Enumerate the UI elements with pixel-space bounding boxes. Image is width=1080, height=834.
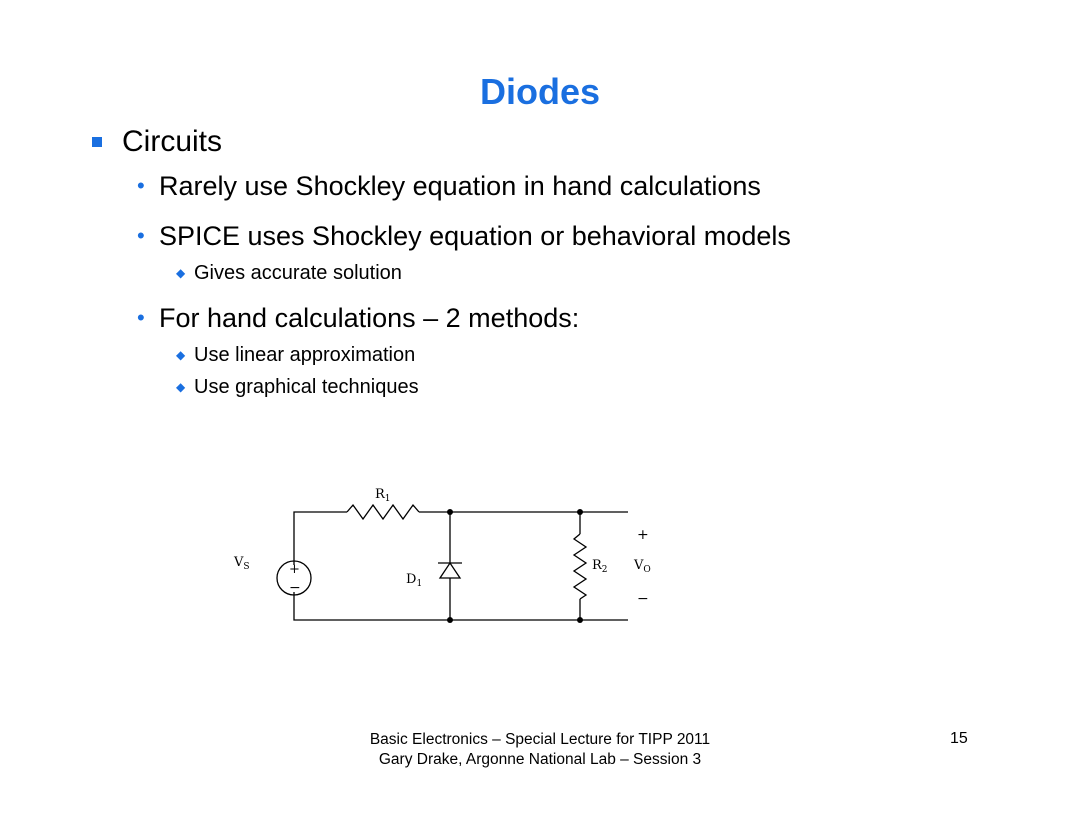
- output-minus: −: [637, 591, 649, 607]
- bullet-hand-calc-text: For hand calculations – 2 methods:: [159, 303, 580, 333]
- footer-line-1: Basic Electronics – Special Lecture for TIPP 2011: [369, 731, 711, 748]
- bullet-rarely-use: [137, 167, 761, 205]
- square-bullet-icon: [92, 137, 102, 147]
- diode-d1-icon: [440, 563, 460, 578]
- vs-label: $V_S$: [234, 555, 250, 572]
- dot-bullet-icon: •: [137, 305, 145, 330]
- bullet-accurate-text: Gives accurate solution: [194, 262, 402, 284]
- source-minus: −: [289, 580, 301, 596]
- footer-line-2: Gary Drake, Argonne National Lab – Session 3: [378, 751, 702, 768]
- bullet-graphical: [176, 373, 419, 401]
- junction-dot: [447, 509, 453, 515]
- dot-bullet-icon: •: [137, 223, 145, 248]
- source-plus: +: [289, 562, 300, 577]
- r1-label: $R_1$: [375, 487, 391, 504]
- bullet-graphical-text: Use graphical techniques: [194, 376, 419, 398]
- bullet-spice-text: SPICE uses Shockley equation or behavioral models: [159, 221, 791, 251]
- resistor-r2-icon: [574, 534, 586, 599]
- bullet-circuits-text: Circuits: [122, 125, 223, 158]
- junction-dot: [447, 617, 453, 623]
- diamond-bullet-icon: ◆: [176, 348, 186, 362]
- slide-footer: [0, 730, 1080, 770]
- wire-bottom: [294, 592, 628, 620]
- slide-title: Diodes: [479, 71, 601, 112]
- bullet-spice: [137, 217, 791, 255]
- bullet-linear-text: Use linear approximation: [194, 344, 416, 366]
- circuit-diagram: [210, 470, 680, 640]
- junction-dot: [577, 509, 583, 515]
- diamond-bullet-icon: ◆: [176, 380, 186, 394]
- bullet-linear: [176, 341, 415, 369]
- bullet-circuits: [92, 120, 222, 164]
- bullet-accurate: [176, 259, 402, 287]
- page-number: 15: [950, 730, 968, 747]
- vo-label: $V_O$: [634, 558, 651, 575]
- bullet-rarely-use-text: Rarely use Shockley equation in hand calculations: [159, 171, 761, 201]
- junction-dot: [577, 617, 583, 623]
- resistor-r1-icon: [347, 505, 419, 519]
- r2-label: $R_2$: [592, 558, 608, 575]
- bullet-hand-calc: [137, 299, 579, 337]
- dot-bullet-icon: •: [137, 173, 145, 198]
- output-plus: +: [637, 527, 649, 543]
- d1-label: $D_1$: [406, 572, 423, 589]
- diamond-bullet-icon: ◆: [176, 266, 186, 280]
- wire-top-left: [294, 512, 347, 565]
